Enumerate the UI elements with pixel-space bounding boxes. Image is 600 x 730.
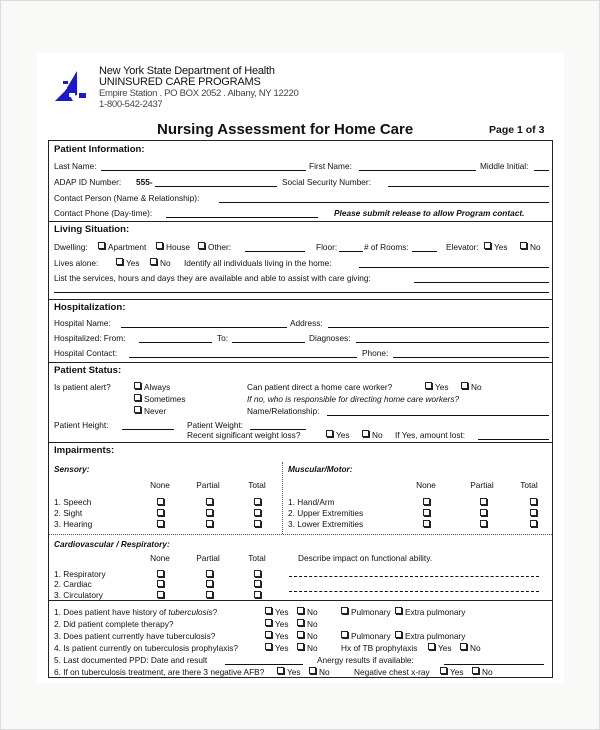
sensory-item-hearing: 3. Hearing (54, 519, 93, 529)
lives-alone-no-checkbox[interactable]: No (150, 258, 171, 268)
sensory-col-none: None (150, 480, 170, 490)
address-field[interactable] (328, 318, 549, 328)
name-relationship-label: Name/Relationship: (247, 406, 320, 416)
tb-hx-label: Hx of TB prophylaxis (341, 643, 418, 653)
tb-q3-no-checkbox[interactable]: No (297, 631, 318, 641)
speech-partial-checkbox[interactable] (206, 498, 216, 508)
contact-person-label: Contact Person (Name & Relationship): (54, 193, 200, 203)
section-patient-status (49, 362, 552, 443)
cardiac-none-checkbox[interactable] (157, 580, 167, 590)
lower-none-checkbox[interactable] (423, 520, 433, 530)
cardio-item-circulatory: 3. Circulatory (54, 590, 103, 600)
muscular-col-none: None (416, 480, 436, 490)
sight-total-checkbox[interactable] (254, 509, 264, 519)
address-label: Address: (290, 318, 323, 328)
release-note: Please submit release to allow Program contact. (334, 208, 525, 218)
tb-q3-label: 3. Does patient currently have tuberculosis? (54, 631, 216, 641)
muscular-item-upper: 2. Upper Extremities (288, 508, 364, 518)
cardiac-partial-checkbox[interactable] (206, 580, 216, 590)
tb-hx-no-checkbox[interactable]: No (460, 643, 481, 653)
alert-label: Is patient alert? (54, 382, 111, 392)
name-relationship-field[interactable] (327, 406, 549, 416)
direct-worker-no-checkbox[interactable]: No (461, 382, 482, 392)
tb-q4-yes-checkbox[interactable]: Yes (265, 643, 289, 653)
lives-alone-label: Lives alone: (54, 258, 99, 268)
hospital-contact-field[interactable] (129, 348, 357, 358)
muscular-item-hand-arm: 1. Hand/Arm (288, 497, 335, 507)
org-name: New York State Department of Health (99, 65, 275, 77)
ssn-field[interactable] (388, 177, 549, 187)
sight-none-checkbox[interactable] (157, 509, 167, 519)
hearing-partial-checkbox[interactable] (206, 520, 216, 530)
form-page (37, 53, 564, 683)
elevator-yes-checkbox[interactable]: Yes (484, 242, 508, 252)
column-divider (282, 462, 283, 534)
cardio-item-respiratory: 1. Respiratory (54, 569, 106, 579)
speech-none-checkbox[interactable] (157, 498, 167, 508)
functional-impact-field-1[interactable] (289, 567, 539, 577)
hearing-total-checkbox[interactable] (254, 520, 264, 530)
cardio-col-none: None (150, 553, 170, 563)
tb-q2-yes-checkbox[interactable]: Yes (265, 619, 289, 629)
upper-none-checkbox[interactable] (423, 509, 433, 519)
direct-worker-label: Can patient direct a home care worker? (247, 382, 393, 392)
rooms-field[interactable] (412, 242, 437, 252)
section-hospitalization (49, 299, 552, 363)
ppd-date-result-field[interactable] (225, 655, 303, 665)
contact-phone-label: Contact Phone (Day-time): (54, 208, 153, 218)
diagnoses-label: Diagnoses: (309, 333, 351, 343)
to-label: To: (217, 333, 229, 343)
describe-impact-label: Describe impact on functional ability. (298, 553, 433, 563)
floor-field[interactable] (339, 242, 363, 252)
cardiac-total-checkbox[interactable] (254, 580, 264, 590)
muscular-col-total: Total (520, 480, 538, 490)
respiratory-total-checkbox[interactable] (254, 570, 264, 580)
cardio-col-total: Total (248, 553, 266, 563)
hand-arm-total-checkbox[interactable] (530, 498, 540, 508)
sensory-item-speech: 1. Speech (54, 497, 92, 507)
section-title: Patient Information: (54, 144, 145, 155)
section-title: Impairments: (54, 445, 115, 456)
dwelling-other-field[interactable] (245, 242, 305, 252)
identify-individuals-label: Identify all individuals living in the home: (184, 258, 332, 268)
muscular-col-partial: Partial (470, 480, 494, 490)
cardio-col-partial: Partial (196, 553, 220, 563)
first-name-label: First Name: (309, 161, 352, 171)
middle-initial-field[interactable] (534, 161, 549, 171)
section-title: Hospitalization: (54, 302, 126, 313)
assessment-form (48, 140, 553, 678)
dwelling-house-checkbox[interactable]: House (156, 242, 190, 252)
muscular-title: Muscular/Motor: (288, 464, 353, 474)
hand-arm-partial-checkbox[interactable] (480, 498, 490, 508)
tb-q4-label: 4. Is patient currently on tuberculosis prophylaxis? (54, 643, 239, 653)
form-title: Nursing Assessment for Home Care (157, 121, 414, 138)
alert-never-checkbox[interactable]: Never (134, 406, 166, 416)
chest-xray-no-checkbox[interactable]: No (472, 667, 493, 677)
section-title: Living Situation: (54, 224, 130, 235)
tb-q2-label: 2. Did patient complete therapy? (54, 619, 174, 629)
sensory-title: Sensory: (54, 464, 90, 474)
speech-total-checkbox[interactable] (254, 498, 264, 508)
anergy-results-field[interactable] (444, 655, 544, 665)
services-label: List the services, hours and days they are available and able to assist with care giving: (54, 273, 371, 283)
dwelling-apartment-checkbox[interactable]: Apartment (98, 242, 146, 252)
chest-xray-yes-checkbox[interactable]: Yes (440, 667, 464, 677)
direct-worker-yes-checkbox[interactable]: Yes (425, 382, 449, 392)
tb-q6-yes-checkbox[interactable]: Yes (277, 667, 301, 677)
respiratory-partial-checkbox[interactable] (206, 570, 216, 580)
alert-always-checkbox[interactable]: Always (134, 382, 170, 392)
adap-id-prefix: 555- (136, 177, 153, 187)
adap-id-label: ADAP ID Number: (54, 177, 122, 187)
phone-label: Phone: (362, 348, 389, 358)
weight-loss-yes-checkbox[interactable]: Yes (326, 430, 350, 440)
tb-q1-label: 1. Does patient have history of tuberculosis? (54, 607, 218, 617)
row-divider (49, 534, 552, 535)
hospitalized-from-label: Hospitalized: From: (54, 333, 126, 343)
lower-partial-checkbox[interactable] (480, 520, 490, 530)
tb-hx-yes-checkbox[interactable]: Yes (428, 643, 452, 653)
tb-q4-no-checkbox[interactable]: No (297, 643, 318, 653)
org-phone: 1-800-542-2437 (99, 99, 163, 110)
tb-q1-yes-checkbox[interactable]: Yes (265, 607, 289, 617)
section-title: Patient Status: (54, 365, 122, 376)
functional-impact-field-2[interactable] (289, 582, 539, 592)
sensory-col-total: Total (248, 480, 266, 490)
section-impairments (49, 442, 552, 601)
tb-q6-label: 6. If on tuberculosis treatment, are there 3 negative AFB? (54, 667, 265, 677)
elevator-label: Elevator: (446, 242, 479, 252)
weight-loss-no-checkbox[interactable]: No (362, 430, 383, 440)
weight-label: Patient Weight: (187, 420, 244, 430)
respiratory-none-checkbox[interactable] (157, 570, 167, 580)
sensory-col-partial: Partial (196, 480, 220, 490)
height-field[interactable] (122, 420, 174, 430)
organization-block (99, 66, 298, 110)
elevator-no-checkbox[interactable]: No (520, 242, 541, 252)
cardio-title: Cardiovascular / Respiratory: (54, 539, 170, 549)
dwelling-label: Dwelling: (54, 242, 88, 252)
anergy-label: Anergy results if available: (317, 655, 414, 665)
last-name-field[interactable] (101, 161, 306, 171)
rooms-label: # of Rooms: (364, 242, 409, 252)
hospital-phone-field[interactable] (393, 348, 549, 358)
section-living-situation (49, 221, 552, 300)
hospital-name-label: Hospital Name: (54, 318, 111, 328)
muscular-item-lower: 3. Lower Extremities (288, 519, 364, 529)
adap-id-field[interactable] (155, 177, 277, 187)
identify-individuals-field[interactable] (359, 258, 549, 268)
weight-loss-label: Recent significant weight loss? (187, 430, 301, 440)
floor-label: Floor: (316, 242, 338, 252)
tb-q3-pulmonary-checkbox[interactable]: Pulmonary (341, 631, 391, 641)
chest-xray-label: Negative chest x-ray (354, 667, 430, 677)
middle-initial-label: Middle Initial: (480, 161, 529, 171)
hospital-name-field[interactable] (121, 318, 287, 328)
services-field-2[interactable] (54, 283, 549, 293)
sensory-item-sight: 2. Sight (54, 508, 83, 518)
upper-total-checkbox[interactable] (530, 509, 540, 519)
section-tuberculosis (49, 600, 552, 679)
hospitalized-from-field[interactable] (139, 333, 212, 343)
last-name-label: Last Name: (54, 161, 97, 171)
page-indicator: Page 1 of 3 (489, 124, 545, 136)
if-no-note: If no, who is responsible for directing home care workers? (247, 394, 460, 404)
diagnoses-field[interactable] (356, 333, 549, 343)
hospital-contact-label: Hospital Contact: (54, 348, 118, 358)
tb-q3-extra-pulmonary-checkbox[interactable]: Extra pulmonary (395, 631, 465, 641)
org-address: Empire Station . PO BOX 2052 . Albany, NY 12220 (99, 88, 299, 99)
first-name-field[interactable] (359, 161, 476, 171)
services-field-1[interactable] (414, 273, 549, 283)
amount-lost-label: If Yes, amount lost: (395, 430, 466, 440)
tb-q6-no-checkbox[interactable]: No (309, 667, 330, 677)
section-patient-information (49, 141, 552, 222)
contact-phone-field[interactable] (166, 208, 318, 218)
cardio-item-cardiac: 2. Cardiac (54, 579, 92, 589)
hearing-none-checkbox[interactable] (157, 520, 167, 530)
tb-q1-no-checkbox[interactable]: No (297, 607, 318, 617)
tb-q5-label: 5. Last documented PPD: Date and result (54, 655, 208, 665)
tb-q1-pulmonary-checkbox[interactable]: Pulmonary (341, 607, 391, 617)
tb-q1-extra-pulmonary-checkbox[interactable]: Extra pulmonary (395, 607, 465, 617)
lives-alone-yes-checkbox[interactable]: Yes (116, 258, 140, 268)
hand-arm-none-checkbox[interactable] (423, 498, 433, 508)
sight-partial-checkbox[interactable] (206, 509, 216, 519)
height-label: Patient Height: (54, 420, 109, 430)
nys-doh-logo-icon (51, 69, 91, 103)
contact-person-field[interactable] (219, 193, 549, 203)
alert-sometimes-checkbox[interactable]: Sometimes (134, 394, 186, 404)
lower-total-checkbox[interactable] (530, 520, 540, 530)
weight-field[interactable] (250, 420, 306, 430)
ssn-label: Social Security Number: (282, 177, 371, 187)
upper-partial-checkbox[interactable] (480, 509, 490, 519)
dwelling-other-checkbox[interactable]: Other: (198, 242, 231, 252)
amount-lost-field[interactable] (478, 430, 549, 440)
org-program: UNINSURED CARE PROGRAMS (99, 76, 261, 88)
tb-q3-yes-checkbox[interactable]: Yes (265, 631, 289, 641)
hospitalized-to-field[interactable] (232, 333, 305, 343)
tb-q2-no-checkbox[interactable]: No (297, 619, 318, 629)
